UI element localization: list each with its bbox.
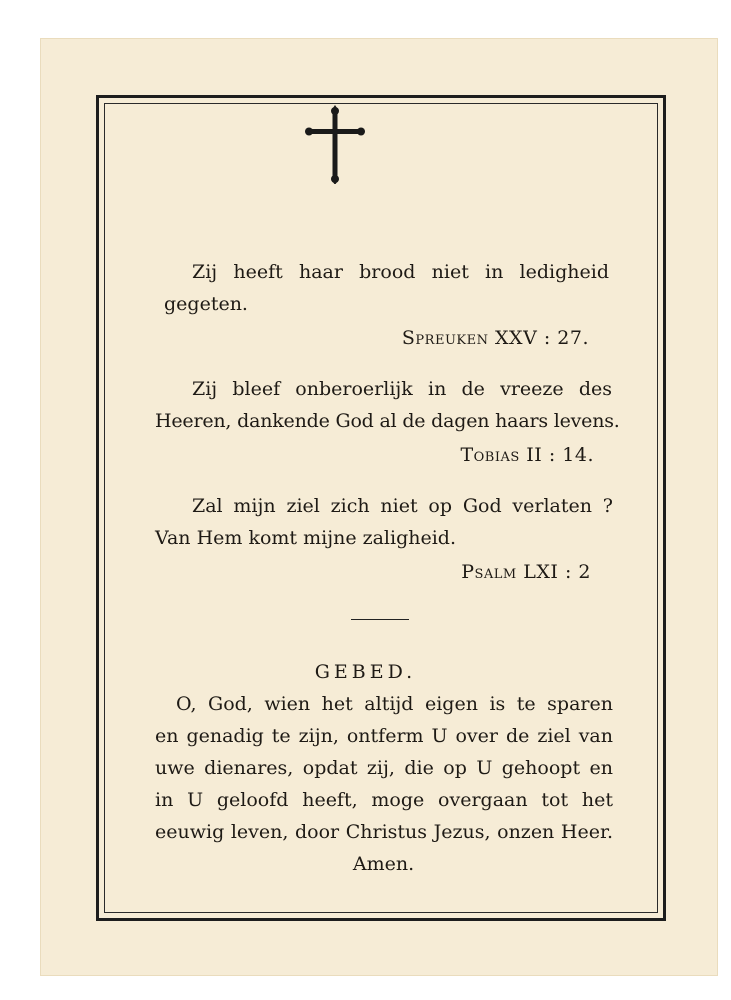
prayer-line-2: en genadig te zijn, ontferm U over de ziel van [155, 725, 613, 747]
verse-2-reference: Tobias II : 14. [460, 444, 594, 466]
prayer-line-5: eeuwig leven, door Christus Jezus, onzen Heer. [155, 821, 613, 843]
prayer-line-3: uwe dienares, opdat zij, die op U gehoopt en [155, 757, 613, 779]
verse-2-line-1: Zij bleef onberoerlijk in de vreeze des [192, 378, 612, 400]
prayer-line-1: O, God, wien het altijd eigen is te sparen [176, 693, 613, 715]
verse-2-line-2: Heeren, dankende God al de dagen haars levens. [155, 410, 620, 432]
divider-rule [351, 619, 409, 620]
cross-icon [305, 104, 365, 184]
verse-3-reference: Psalm LXI : 2 [461, 561, 591, 583]
verse-1-line-2: gegeten. [164, 293, 248, 315]
verse-3-line-1: Zal mijn ziel zich niet op God verlaten ? [192, 495, 613, 517]
prayer-line-4: in U geloofd heeft, moge overgaan tot het [155, 789, 613, 811]
prayer-amen: Amen. [352, 853, 415, 875]
prayer-title: GEBED. [314, 661, 417, 683]
verse-1-reference: Spreuken XXV : 27. [401, 327, 589, 349]
verse-1-line-1: Zij heeft haar brood niet in ledigheid [192, 261, 609, 283]
verse-3-line-2: Van Hem komt mijne zaligheid. [155, 527, 457, 549]
